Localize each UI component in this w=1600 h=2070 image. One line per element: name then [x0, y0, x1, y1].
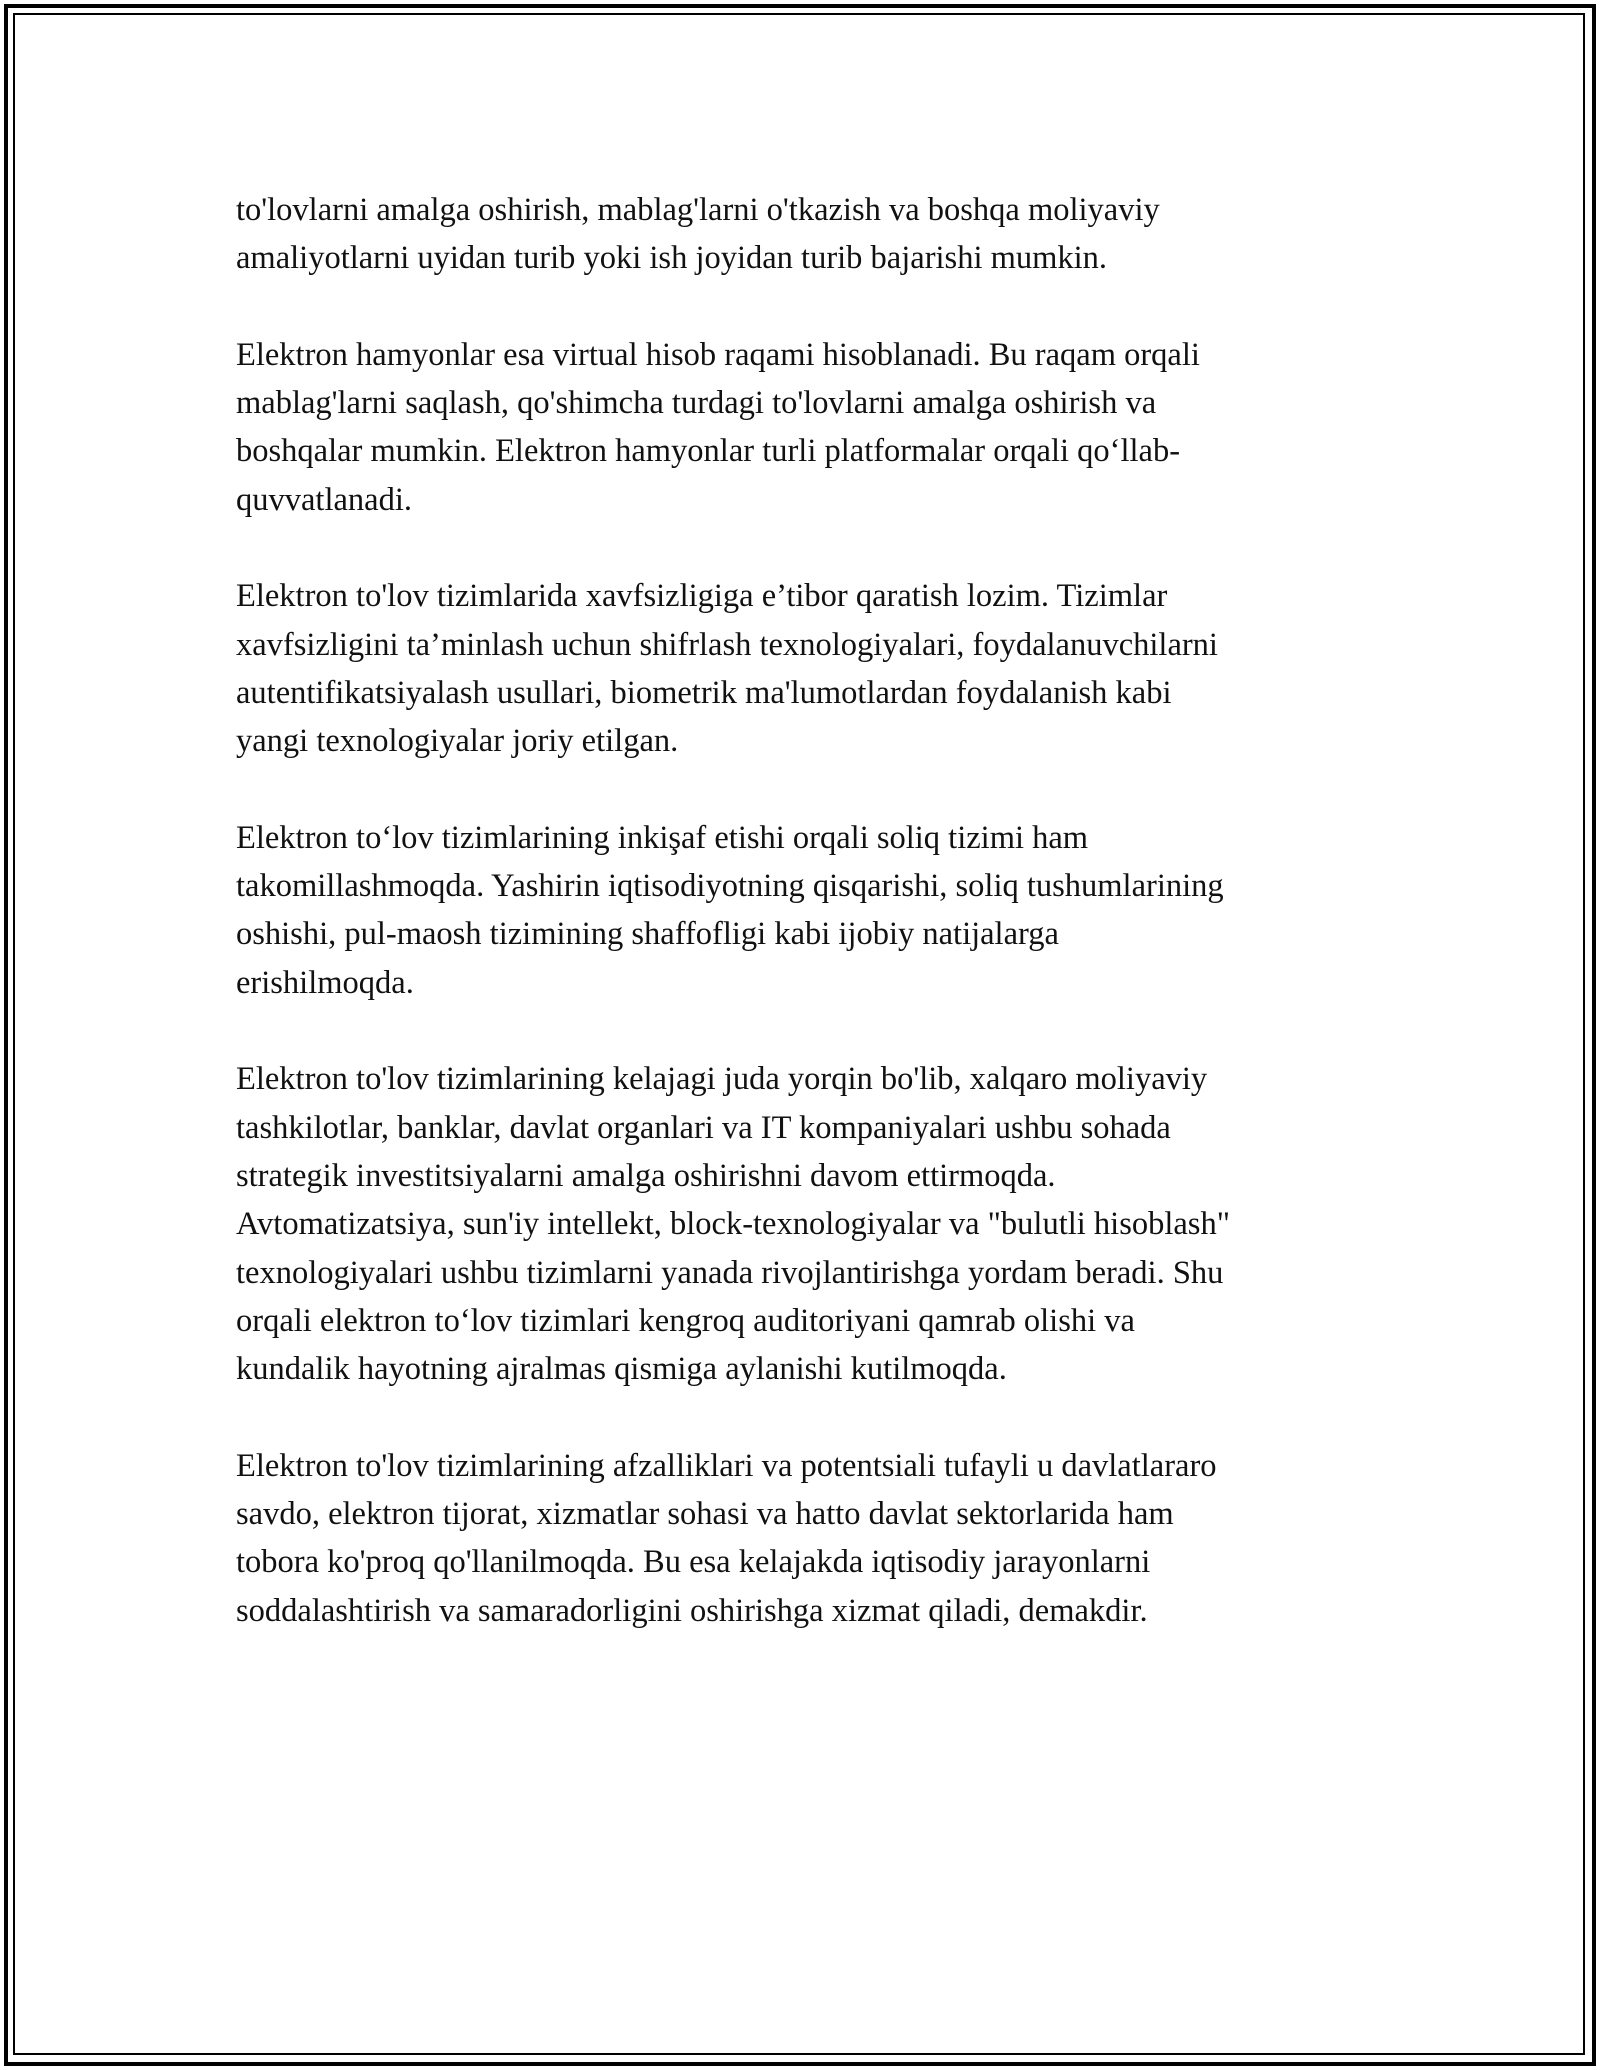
text-line: takomillashmoqda. Yashirin iqtisodiyotning qisqarishi, soliq tushumlarining [236, 868, 1224, 905]
text-line: Elektron to'lov tizimlarining afzalliklari va potentsiali tufayli u davlatlararo [236, 1447, 1217, 1484]
text-line: savdo, elektron tijorat, xizmatlar sohasi va hatto davlat sektorlarida ham [236, 1496, 1174, 1533]
paragraph-2 [236, 331, 1376, 524]
text-line: Elektron hamyonlar esa virtual hisob raqami hisoblanadi. Bu raqam orqali [236, 336, 1200, 373]
text-line: quvvatlanadi. [236, 481, 412, 518]
paragraph-4 [236, 814, 1376, 1007]
text-line: orqali elektron to‘lov tizimlari kengroq auditoriyani qamrab olishi va [236, 1302, 1135, 1339]
text-line: Elektron to‘lov tizimlarining inkişaf etishi orqali soliq tizimi ham [236, 819, 1089, 856]
text-line: xavfsizligini ta’minlash uchun shifrlash texnologiyalari, foydalanuvchilarni [236, 626, 1218, 663]
text-line: kundalik hayotning ajralmas qismiga aylanishi kutilmoqda. [236, 1351, 1007, 1388]
text-line: tobora ko'proq qo'llanilmoqda. Bu esa kelajakda iqtisodiy jarayonlarni [236, 1544, 1151, 1581]
text-line: soddalashtirish va samaradorligini oshirishga xizmat qiladi, demakdir. [236, 1592, 1148, 1629]
paragraph-1 [236, 186, 1376, 283]
text-line: Avtomatizatsiya, sun'iy intellekt, block-texnologiyalar va "bulutli hisoblash" [236, 1206, 1230, 1243]
text-line: amaliyotlarni uyidan turib yoki ish joyidan turib bajarishi mumkin. [236, 240, 1108, 277]
text-line: boshqalar mumkin. Elektron hamyonlar turli platformalar orqali qo‘llab- [236, 433, 1181, 470]
text-line: Elektron to'lov tizimlarida xavfsizligiga e’tibor qaratish lozim. Tizimlar [236, 578, 1168, 615]
text-line: strategik investitsiyalarni amalga oshirishni davom ettirmoqda. [236, 1157, 1056, 1194]
paragraph-5 [236, 1055, 1376, 1393]
text-line: Elektron to'lov tizimlarining kelajagi juda yorqin bo'lib, xalqaro moliyaviy [236, 1061, 1208, 1098]
paragraph-3 [236, 572, 1376, 765]
document-body [236, 186, 1376, 1683]
text-line: mablag'larni saqlash, qo'shimcha turdagi to'lovlarni amalga oshirish va [236, 385, 1157, 422]
text-line: erishilmoqda. [236, 964, 414, 1001]
text-line: tashkilotlar, banklar, davlat organlari va IT kompaniyalari ushbu sohada [236, 1109, 1171, 1146]
text-line: oshishi, pul-maosh tizimining shaffofligi kabi ijobiy natijalarga [236, 916, 1059, 953]
paragraph-6 [236, 1442, 1376, 1635]
text-line: yangi texnologiyalar joriy etilgan. [236, 723, 679, 760]
text-line: autentifikatsiyalash usullari, biometrik ma'lumotlardan foydalanish kabi [236, 674, 1172, 711]
text-line: to'lovlarni amalga oshirish, mablag'larni o'tkazish va boshqa moliyaviy [236, 192, 1160, 228]
text-line: texnologiyalari ushbu tizimlarni yanada rivojlantirishga yordam beradi. Shu [236, 1254, 1224, 1291]
